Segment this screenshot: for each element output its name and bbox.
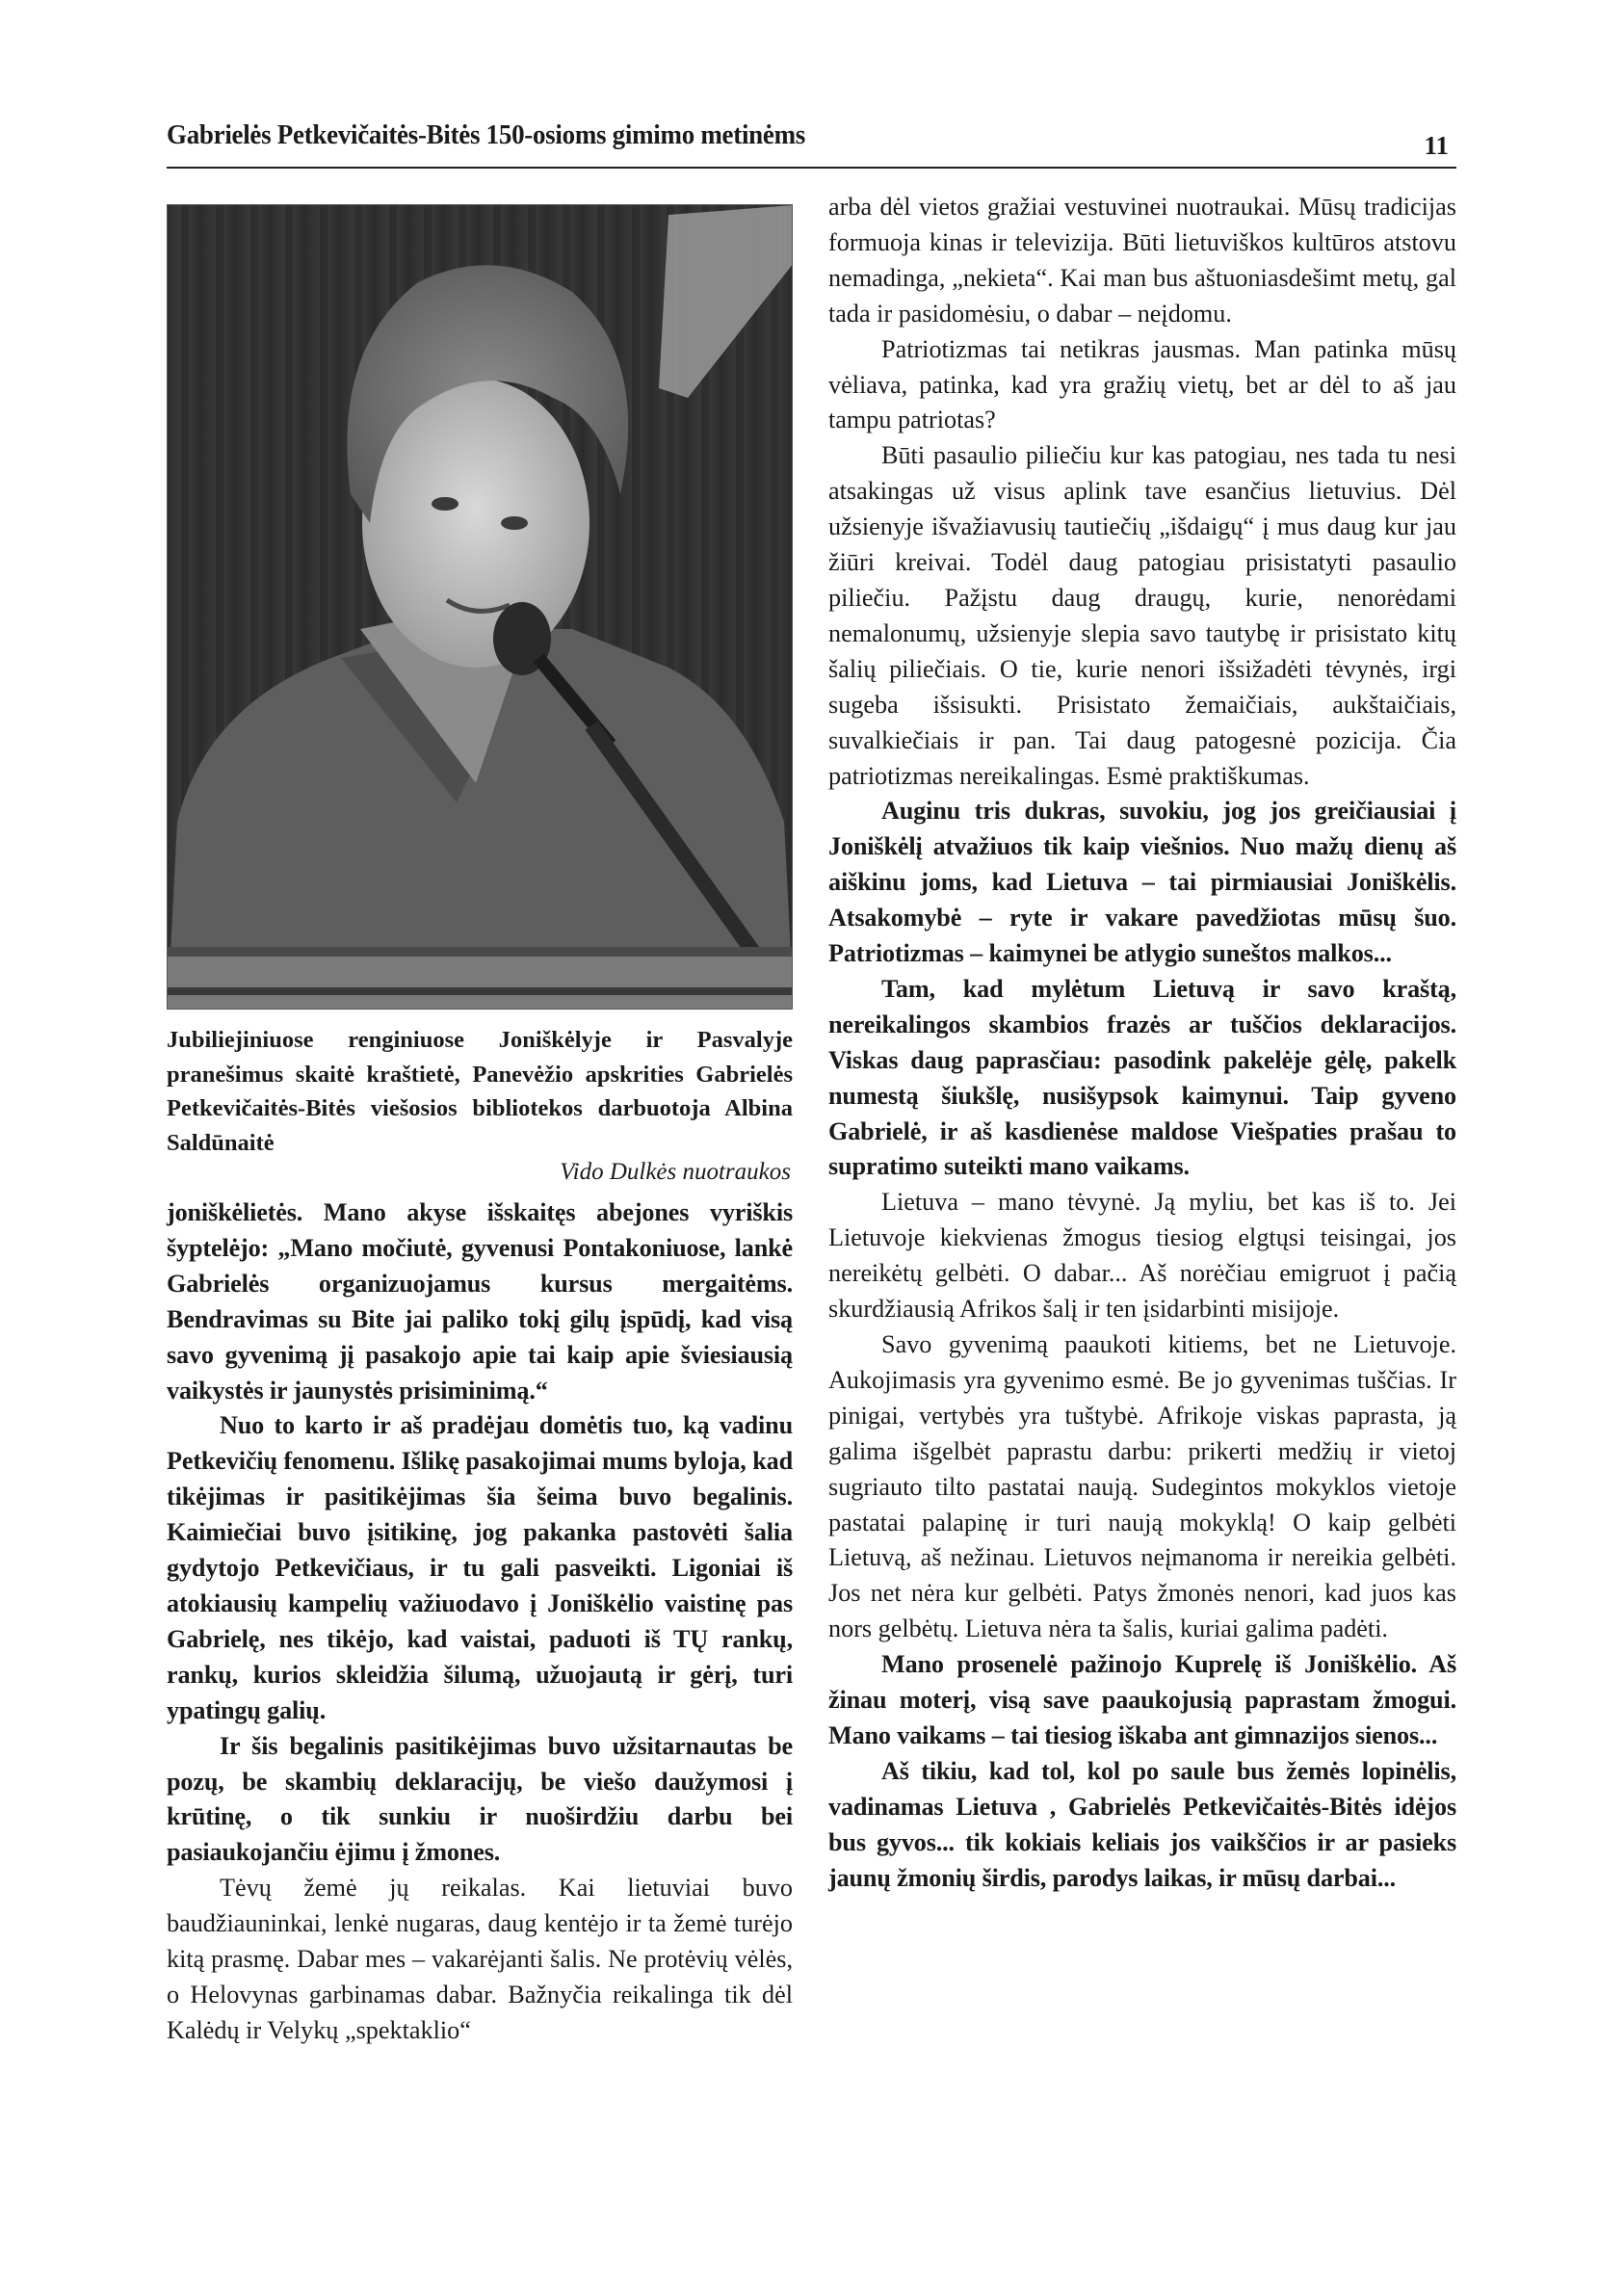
paragraph: Patriotizmas tai netikras jausmas. Man patinka mūsų vėliava, patinka, kad yra gražių vietų, bet ar dėl to aš jau tampu patriotas? bbox=[828, 334, 1456, 434]
photo-credit: Vido Dulkės nuotraukos bbox=[560, 1159, 791, 1185]
paragraph: Aš tikiu, kad tol, kol po saule bus žemės lopinėlis, vadinamas Lietuva , Gabrielės Petkevičaitės-Bitės idėjos bus gyvos... tik kokiais keliais jos vaikščios ir ar pasieks jaunų žmonių širdis, parodys laikas, ir mūsų darbai... bbox=[828, 1756, 1456, 1892]
portrait-photo-illustration bbox=[168, 205, 793, 1010]
paragraph: Tėvų žemė jų reikalas. Kai lietuviai buvo baudžiauninkai, lenkė nugaras, daug kentėjo ir ta žemė turėjo kitą prasmę. Dabar mes – vakarėjanti šalis. Ne protėvių vėlės, o Helovynas garbinamas dabar. Bažnyčia reikalinga tik dėl Kalėdų ir Velykų „spektaklio“ bbox=[167, 1874, 793, 2044]
portrait-photo bbox=[167, 204, 793, 1010]
right-column-text bbox=[828, 190, 1456, 1897]
paragraph: Savo gyvenimą paaukoti kitiems, bet ne Lietuvoje. Aukojimasis yra gyvenimo esmė. Be jo gyvenimas tuščias. Ir pinigai, vertybės yra tuštybė. Afrikoje viskas paprasta, ją galima išgelbėt paprastu darbu: prikerti medžių ir vietoj sugriauto tilto pastatai naują. Sudegintos mokyklos vietoje pastatai palapinę ir turi naują mokyklą! O kaip gelbėti Lietuvą, aš nežinau. Lietuvos neįmanoma ir nereikia gelbėti. Jos net nėra kur gelbėti. Patys žmonės nenori, kad juos kas nors gelbėtų. Lietuva nėra ta šalis, kuriai galima padėti. bbox=[828, 1330, 1456, 1643]
paragraph: Nuo to karto ir aš pradėjau domėtis tuo, ką vadinu Petkevičių fenomenu. Išlikę pasakojimai mums byloja, kad tikėjimas ir pasitikėjimas šia šeima buvo begalinis. Kaimiečiai buvo įsitikinę, jog pakanka pastovėti šalia gydytojo Petkevičiaus, ir tu gali pasveikti. Ligoniai iš atokiausių kampelių važiuodavo į Joniškėlio vaistinę pas Gabrielę, nes tikėjo, kad vaistai, paduoti iš TŲ rankų, rankų, kurios skleidžia šilumą, užuojautą ir gėrį, turi ypatingų galių. bbox=[167, 1411, 793, 1724]
running-header bbox=[167, 119, 1456, 168]
paragraph: Mano prosenelė pažinojo Kuprelę iš Joniškėlio. Aš žinau moterį, visą save paaukojusią paprastam žmogui. Mano vaikams – tai tiesiog iškaba ant gimnazijos sienos... bbox=[828, 1650, 1456, 1749]
paragraph: joniškėlietės. Mano akyse išskaitęs abejones vyriškis šyptelėjo: „Mano močiutė, gyvenusi Pontakoniuose, lankė Gabrielės organizuojamus kursus mergaitėms. Bendravimas su Bite jai paliko tokį gilų įspūdį, kad visą savo gyvenimą jį pasakojo apie tai kaip apie šviesiausią vaikystės ir jaunystės prisiminimą.“ bbox=[167, 1198, 793, 1405]
running-header-title: Gabrielės Petkevičaitės-Bitės 150-osioms gimimo metinėms bbox=[167, 119, 805, 150]
left-column-text bbox=[167, 1195, 793, 2049]
photo-caption: Jubiliejiniuose renginiuose Joniškėlyje ir Pasvalyje pranešimus skaitė kraštietė, Panevėžio apskrities Gabrielės Petkevičaitės-Bitės viešosios bibliotekos darbuotoja Albina Saldūnaitė bbox=[167, 1027, 793, 1156]
paragraph: Būti pasaulio piliečiu kur kas patogiau, nes tada tu nesi atsakingas už visus aplink tave esančius lietuvius. Dėl užsienyje išvažiavusių tautiečių „išdaigų“ į mus daug kur jau žiūri kreivai. Todėl daug patogiau prisistatyti pasaulio piliečiu. Pažįstu daug draugų, kurie, nenorėdami nemalonumų, užsienyje slepia savo tautybę ir prisistato kitų šalių piliečiais. O tie, kurie nenori išsižadėti tėvynės, irgi sugeba išsisukti. Prisistato žemaičiais, aukštaičiais, suvalkiečiais ir pan. Tai daug patogesnė pozicija. Čia patriotizmas nereikalingas. Esmė praktiškumas. bbox=[828, 441, 1456, 790]
paragraph: Tam, kad mylėtum Lietuvą ir savo kraštą, nereikalingos skambios frazės ar tuščios deklaracijos. Viskas daug paprasčiau: pasodink pakelėje gėlę, pakelk numestą šiukšlę, nusišypsok kaimynui. Taip gyveno Gabrielė, ir aš kasdienėse maldose Viešpaties prašau to supratimo suteikti mano vaikams. bbox=[828, 974, 1456, 1181]
page-number: 11 bbox=[1424, 131, 1449, 160]
header-divider bbox=[167, 167, 1456, 169]
paragraph: Auginu tris dukras, suvokiu, jog jos greičiausiai į Joniškėlį atvažiuos tik kaip viešnios. Nuo mažų dienų aš aiškinu joms, kad Lietuva – tai pirmiausiai Joniškėlis. Atsakomybė – ryte ir vakare pavedžiotas mūsų šuo. Patriotizmas – kaimynei be atlygio suneštos malkos... bbox=[828, 797, 1456, 968]
paragraph: Lietuva – mano tėvynė. Ją myliu, bet kas iš to. Jei Lietuvoje kiekvienas žmogus tiesiog elgtųsi teisingai, jos nereikėtų gelbėti. O dabar... Aš norėčiau emigruot į pačią skurdžiausią Afrikos šalį ir ten įsidarbinti misijoje. bbox=[828, 1188, 1456, 1324]
paragraph: Ir šis begalinis pasitikėjimas buvo užsitarnautas be pozų, be skambių deklaracijų, be viešo daužymosi į krūtinę, o tik sunkiu ir nuoširdžiu darbu bei pasiaukojančiu ėjimu į žmones. bbox=[167, 1731, 793, 1867]
paragraph: arba dėl vietos gražiai vestuvinei nuotraukai. Mūsų tradicijas formuoja kinas ir televizija. Būti lietuviškos kultūros atstovu nemadinga, „nekieta“. Kai man bus aštuoniasdešimt metų, gal tada ir pasidomėsiu, o dabar – neįdomu. bbox=[828, 193, 1456, 328]
